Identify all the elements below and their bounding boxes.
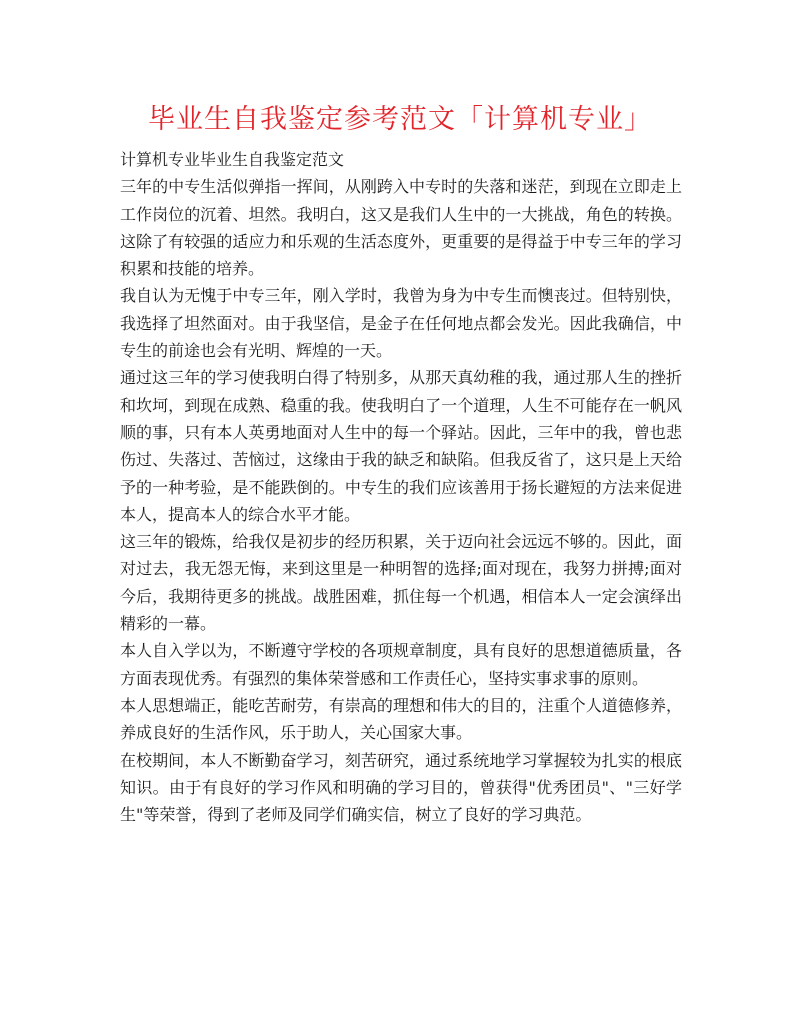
paragraph-5: 本人自入学以为，不断遵守学校的各项规章制度，具有良好的思想道德质量，各方面表现优秀。有强烈的集体荣誉感和工作责任心，坚持实事求事的原则。 (120, 641, 682, 688)
paragraph-1: 三年的中专生活似弹指一挥间，从刚跨入中专时的失落和迷茫，到现在立即走上工作岗位的沉着、坦然。我明白，这又是我们人生中的一大挑战，角色的转换。这除了有较强的适应力和乐观的生活态度外，更重要的是得益于中专三年的学习积累和技能的培养。 (120, 177, 682, 279)
paragraph-6: 本人思想端正，能吃苦耐劳，有崇高的理想和伟大的目的，注重个人道德修养，养成良好的生活作风，乐于助人，关心国家大事。 (120, 695, 682, 743)
document-title: 毕业生自我鉴定参考范文「计算机专业」 (148, 104, 652, 135)
paragraph-7: 在校期间，本人不断勤奋学习，刻苦研究，通过系统地学习掌握较为扎实的根底知识。由于有良好的学习作风和明确的学习目的，曾获得"优秀团员"、"三好学生"等荣誉，得到了老师及同学们确实信，树立了良好的学习典范。 (120, 750, 682, 825)
paragraph-2: 我自认为无愧于中专三年，刚入学时，我曾为身为中专生而懊丧过。但特别快，我选择了坦然面对。由于我坚信，是金子在任何地点都会发光。因此我确信，中专生的前途也会有光明、辉煌的一天。 (120, 286, 682, 361)
document-subtitle: 计算机专业毕业生自我鉴定范文 (120, 150, 345, 169)
paragraph-3: 通过这三年的学习使我明白得了特别多，从那天真幼稚的我，通过那人生的挫折和坎坷，到现在成熟、稳重的我。使我明白了一个道理，人生不可能存在一帆风顺的事，只有本人英勇地面对人生中的每一个驿站。因此，三年中的我，曾也悲伤过、失落过、苦恼过，这缘由于我的缺乏和缺陷。但我反省了，这只是上天给予的一种考验，是不能跌倒的。中专生的我们应该善用于扬长避短的方法来促进本人，提高本人的综合水平才能。 (120, 368, 682, 524)
document-body (120, 146, 682, 828)
paragraph-4: 这三年的锻炼，给我仅是初步的经历积累，关于迈向社会远远不够的。因此，面对过去，我无怨无悔，来到这里是一种明智的选择;面对现在，我努力拼搏;面对今后，我期待更多的挑战。战胜困难，抓住每一个机遇，相信本人一定会演绎出精彩的一幕。 (120, 532, 682, 634)
